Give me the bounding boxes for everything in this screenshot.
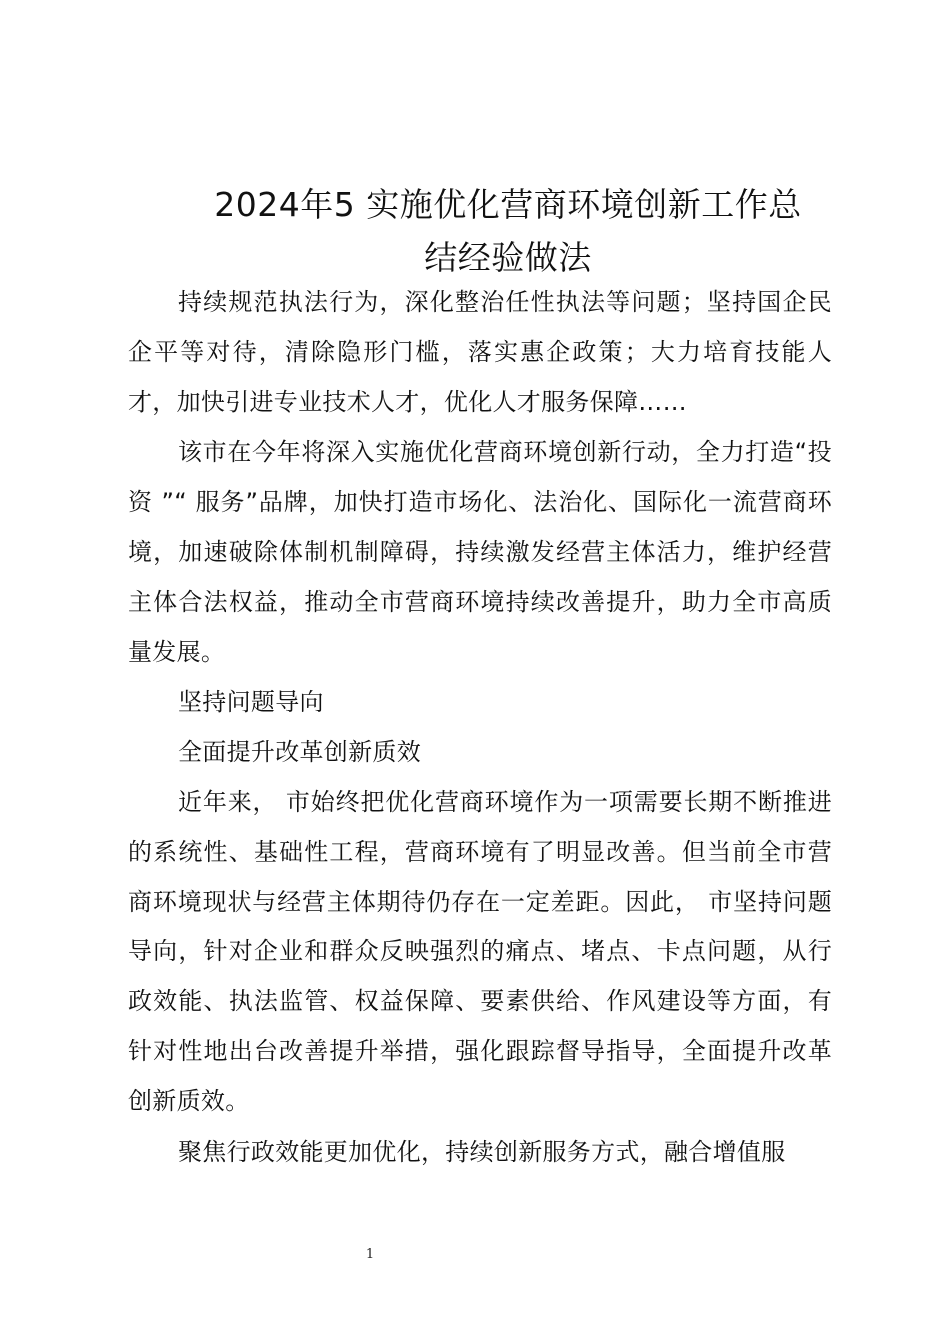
paragraph-1: 持续规范执法行为，深化整治任性执法等问题；坚持国企民企平等对待，清除隐形门槛，落实惠企政策；大力培育技能人才，加快引进专业技术人才，优化人才服务保障……: [128, 288, 832, 416]
document-body: [128, 278, 832, 1178]
section-heading-2: 全面提升改革创新质效: [178, 738, 421, 767]
section-heading-1: 坚持问题导向: [178, 688, 324, 717]
title-line-1: 2024年5 实施优化营商环境创新工作总: [214, 185, 802, 224]
page-number: 1: [365, 1247, 375, 1262]
paragraph-3: 近年来， 市始终把优化营商环境作为一项需要长期不断推进的系统性、基础性工程，营商环境有了明显改善。但当前全市营商环境现状与经营主体期待仍存在一定差距。因此， 市坚持问题导向，针对企业和群众反映强烈的痛点、堵点、卡点问题，从行政效能、执法监管、权益保障、要素供给、作风建设等方面，有针对性地出台改善提升举措，强化跟踪督导指导，全面提升改革创新质效。: [128, 787, 832, 1115]
paragraph-4: 聚焦行政效能更加优化，持续创新服务方式，融合增值服: [178, 1137, 786, 1166]
paragraph-2: 该市在今年将深入实施优化营商环境创新行动，全力打造“投资 ”“ 服务”品牌，加快打造市场化、法治化、国际化一流营商环境，加速破除体制机制障碍，持续激发经营主体活力，维护经营主体合法权益，推动全市营商环境持续改善提升，助力全市高质量发展。: [128, 438, 832, 666]
title-line-2: 结经验做法: [424, 238, 592, 277]
document-title: [128, 178, 888, 284]
